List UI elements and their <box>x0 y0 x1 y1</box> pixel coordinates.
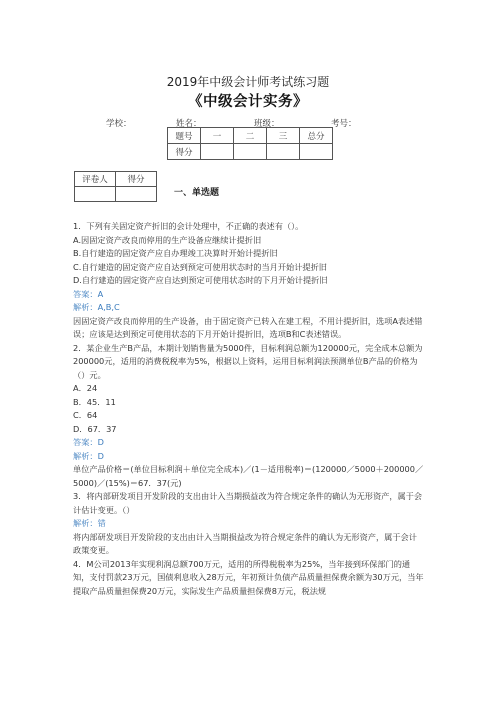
school-label: 学校： <box>106 119 132 129</box>
score-cell <box>201 144 234 160</box>
question-text: C.自行建造的固定资产应自达到预定可使用状态时的当月开始计提折旧 <box>73 261 327 272</box>
section-heading: 一、单选题 <box>174 188 220 198</box>
question-stem: 3．将内部研发项目开发阶段的支出由计入当期损益改为符合规定条件的确认为无形资产，属于会计估计变更。（） <box>73 491 423 515</box>
doc-title: 2019年中级会计师考试练习题 <box>166 75 330 89</box>
score-cell <box>234 144 267 160</box>
answer-line: 答案：D <box>73 437 104 447</box>
question-text: B．45．11 <box>73 396 116 407</box>
grader-header: 得分 <box>116 172 157 187</box>
grader-cell <box>75 187 116 202</box>
analysis-line: 解析：D <box>73 450 104 461</box>
question-text: D.自行建造的固定资产应自达到预定可使用状态时的下月开始计提折旧 <box>73 275 328 285</box>
score-row-label: 得分 <box>168 144 201 160</box>
question-text: 将内部研发项目开发阶段的支出由计入当期损益改为符合规定条件的确认为无形资产，属于会计政策变更。 <box>73 531 417 555</box>
grader-header: 评卷人 <box>75 172 116 187</box>
score-header: 题号 <box>168 128 201 144</box>
name-label: 姓名： <box>176 119 202 129</box>
question-text: A．24 <box>73 383 98 393</box>
question-stem: 4．M公司2013年实现利润总额700万元，适用的所得税税率为25%，当年接到环保部门的通知，支付罚款23万元，国债利息收入28万元，年初预计负债产品质量担保费余额为30万元，当年提取产品质量担保费20万元，实际发生产品质量担保费8万元，税法规 <box>73 558 424 596</box>
score-header: 二 <box>234 128 267 144</box>
score-header: 总分 <box>300 128 333 144</box>
question-stem: 2．某企业生产B产品，本期计划销售量为5000件，目标利润总额为120000元，完全成本总额为200000元，适用的消费税税率为5%，根据以上资料，运用目标利润法预测单位B产品的价格为（）元。 <box>73 342 423 380</box>
score-cell <box>300 144 333 160</box>
exam-number-label: 考号： <box>331 119 357 129</box>
grader-table <box>74 171 157 202</box>
question-text: A.因固定资产改良而停用的生产设备应继续计提折旧 <box>73 234 262 245</box>
answer-line: 答案：A <box>73 288 104 299</box>
doc-subtitle: 《中级会计实务》 <box>188 94 308 110</box>
question-text: D．67．37 <box>73 423 117 434</box>
question-body <box>73 220 425 598</box>
score-header: 一 <box>201 128 234 144</box>
score-table <box>167 127 333 160</box>
grader-cell <box>116 187 157 202</box>
question-stem: 1．下列有关固定资产折旧的会计处理中，不正确的表述有（）。 <box>73 221 304 231</box>
question-text: C．64 <box>73 410 98 420</box>
score-cell <box>267 144 300 160</box>
analysis-line: 解析：A,B,C <box>73 302 120 312</box>
class-label: 班级： <box>254 119 280 129</box>
question-text: 单位产品价格＝(单位目标利润＋单位完全成本)／(1－适用税率)＝(120000／5000＋200000／5000)／(15%)＝67．37(元) <box>73 464 424 488</box>
question-text: B.自行建造的固定资产应自办理竣工决算时开始计提折旧 <box>73 248 278 258</box>
answer-line: 解析：错 <box>73 518 106 528</box>
score-header: 三 <box>267 128 300 144</box>
question-text: 因固定资产改良而停用的生产设备，由于固定资产已转入在建工程，不用计提折旧，选项A表述错误；应该是达到预定可使用状态的下月开始计提折旧，选项B和C表述错误。 <box>73 315 423 339</box>
